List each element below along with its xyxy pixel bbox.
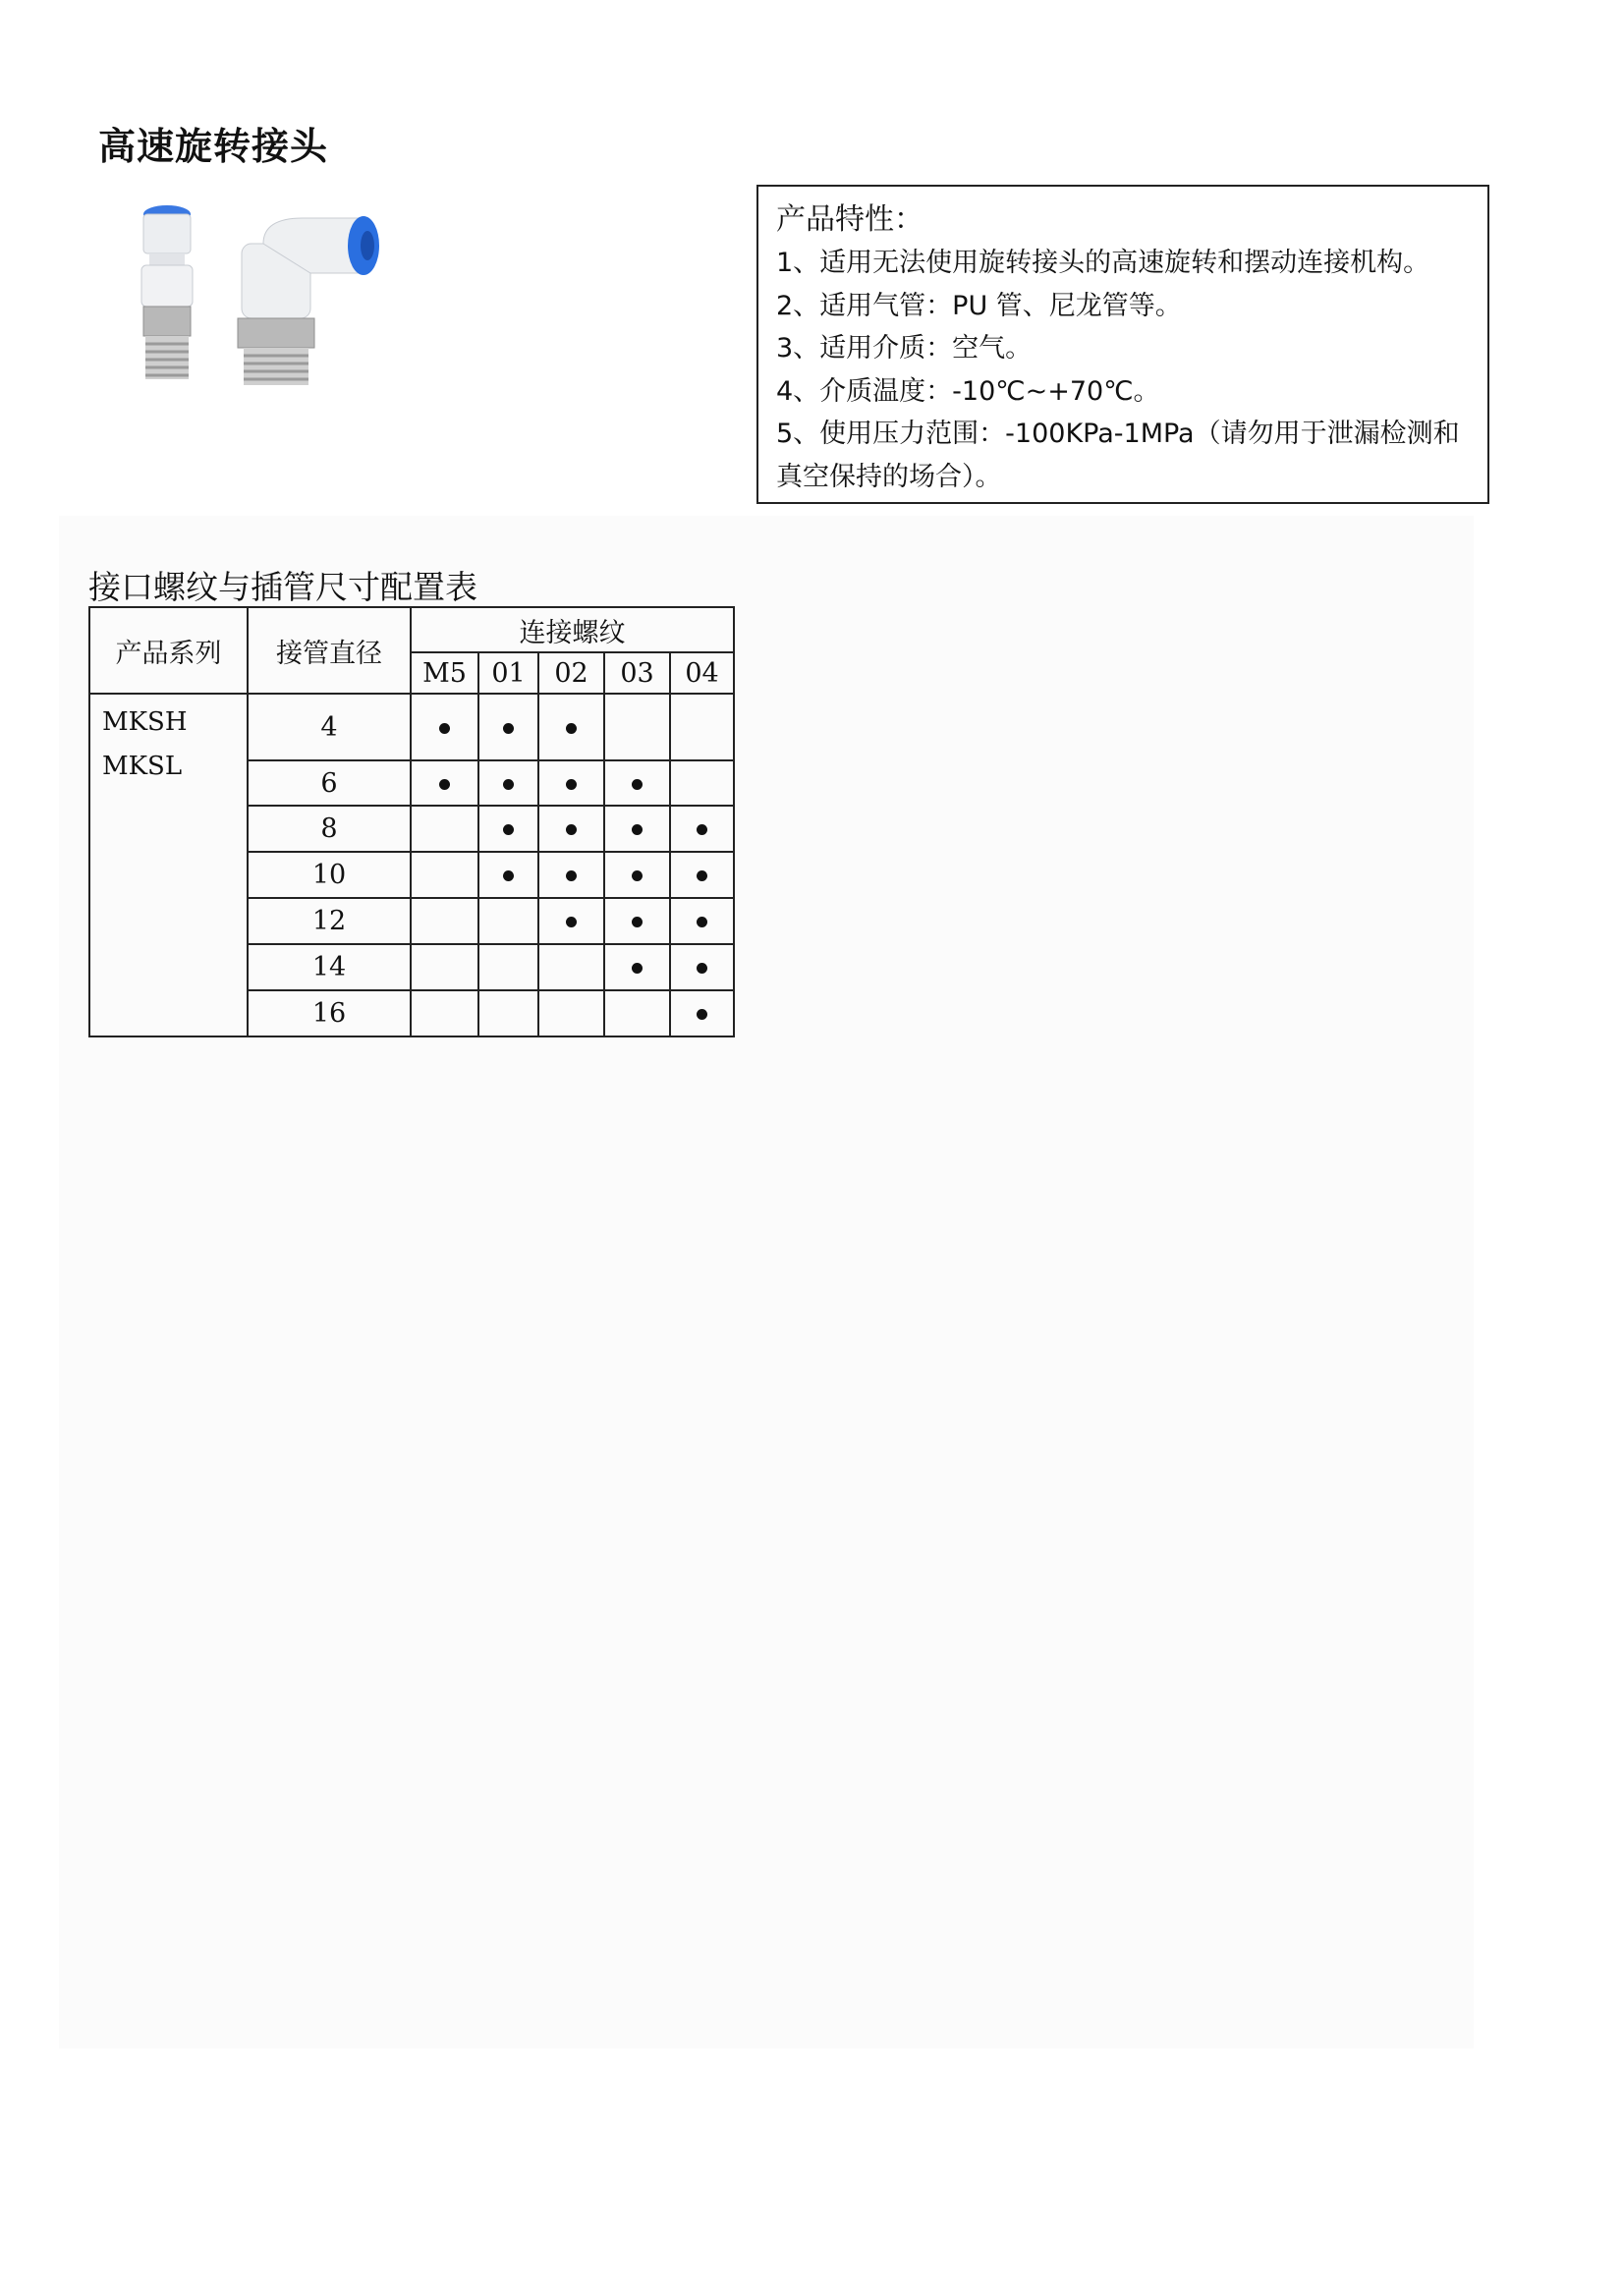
availability-cell [670,944,734,990]
availability-cell [478,852,538,898]
availability-dot [697,870,707,881]
availability-dot [697,824,707,835]
diameter-cell: 10 [248,852,411,898]
availability-cell [670,898,734,944]
product-photo [116,204,411,391]
availability-cell [604,898,670,944]
header-thread: 连接螺纹 [411,607,734,652]
header-diameter: 接管直径 [248,607,411,694]
availability-dot [632,963,643,974]
availability-dot [503,723,514,734]
availability-cell [670,852,734,898]
availability-cell [538,852,604,898]
availability-dot [439,779,450,790]
thread-header-cell: 02 [538,652,604,694]
availability-dot [566,779,577,790]
thread-header-cell: 01 [478,652,538,694]
thread-header-cell: 03 [604,652,670,694]
availability-dot [566,723,577,734]
availability-dot [697,963,707,974]
diameter-cell: 14 [248,944,411,990]
feature-item: 2、适用气管：PU 管、尼龙管等。 [776,290,1182,321]
availability-cell [411,852,478,898]
availability-cell [604,760,670,806]
availability-cell [604,694,670,760]
diameter-cell: 12 [248,898,411,944]
availability-dot [503,824,514,835]
availability-cell [411,944,478,990]
thread-size-table [88,606,735,1037]
availability-cell [478,806,538,852]
table-row [89,694,734,760]
availability-cell [604,944,670,990]
availability-cell [538,944,604,990]
availability-cell [411,694,478,760]
availability-cell [538,806,604,852]
availability-cell [604,806,670,852]
availability-dot [566,824,577,835]
feature-item: 3、适用介质：空气。 [776,333,1033,364]
availability-dot [439,723,450,734]
availability-dot [632,824,643,835]
availability-cell [670,694,734,760]
availability-dot [566,917,577,927]
availability-dot [632,917,643,927]
diameter-cell: 4 [248,694,411,760]
availability-dot [503,779,514,790]
availability-dot [503,870,514,881]
availability-dot [632,870,643,881]
header-series: 产品系列 [89,607,248,694]
availability-cell [478,944,538,990]
thread-header-cell: 04 [670,652,734,694]
availability-cell [478,990,538,1036]
availability-cell [411,990,478,1036]
availability-cell [411,760,478,806]
availability-cell [538,694,604,760]
availability-cell [478,760,538,806]
diameter-cell: 8 [248,806,411,852]
diameter-cell: 16 [248,990,411,1036]
availability-cell [604,990,670,1036]
feature-heading: 产品特性： [776,202,923,237]
table-title: 接口螺纹与插管尺寸配置表 [88,568,477,606]
availability-cell [670,806,734,852]
availability-cell [670,990,734,1036]
elbow-fitting-image [238,216,379,385]
page-title: 高速旋转接头 [98,125,329,168]
feature-box [756,185,1489,504]
availability-dot [632,779,643,790]
availability-cell [538,898,604,944]
availability-cell [478,898,538,944]
availability-dot [566,870,577,881]
series-cell [89,694,248,1036]
availability-cell [604,852,670,898]
availability-cell [411,898,478,944]
availability-dot [697,1009,707,1020]
availability-cell [538,760,604,806]
availability-cell [478,694,538,760]
table-body [89,694,734,1036]
availability-dot [697,917,707,927]
feature-item: 5、使用压力范围：-100KPa-1MPa（请勿用于泄漏检测和真空保持的场合）。 [776,419,1460,492]
series-name: MKSH [102,707,188,737]
availability-cell [538,990,604,1036]
feature-item: 4、介质温度：-10℃~+70℃。 [776,375,1160,407]
thread-header-cell: M5 [411,652,478,694]
diameter-cell: 6 [248,760,411,806]
straight-fitting-image [141,205,193,379]
availability-cell [670,760,734,806]
series-name: MKSL [102,752,183,781]
availability-cell [411,806,478,852]
feature-item: 1、适用无法使用旋转接头的高速旋转和摆动连接机构。 [776,248,1430,278]
